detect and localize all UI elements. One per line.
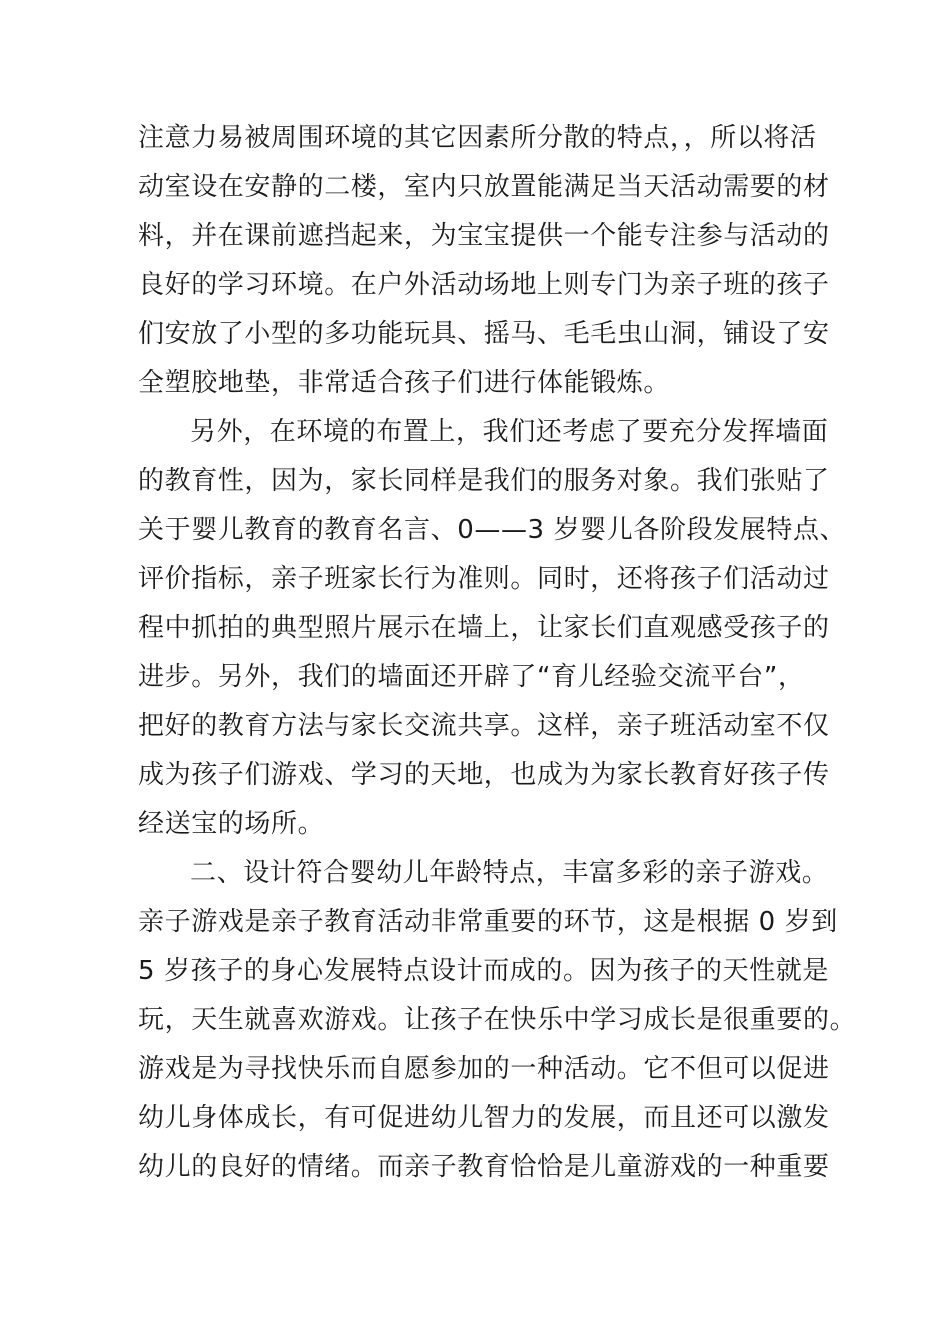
text-line: 料，并在课前遮挡起来，为宝宝提供一个能专注参与活动的	[138, 221, 830, 251]
text-line: 幼儿身体成长，有可促进幼儿智力的发展，而且还可以激发	[138, 1103, 830, 1133]
document-body	[138, 114, 857, 1192]
paragraph-start-line: 另外，在环境的布置上，我们还考虑了要充分发挥墙面	[190, 417, 829, 447]
text-line: 全塑胶地垫，非常适合孩子们进行体能锻炼。	[138, 368, 671, 398]
section-heading-line: 二、设计符合婴幼儿年龄特点，丰富多彩的亲子游戏。	[190, 858, 829, 888]
text-line: 评价指标，亲子班家长行为准则。同时，还将孩子们活动过	[138, 564, 830, 594]
text-line: 关于婴儿教育的教育名言、0——3 岁婴儿各阶段发展特点、	[138, 515, 847, 545]
text-line: 经送宝的场所。	[138, 809, 325, 839]
text-line: 动室设在安静的二楼，室内只放置能满足当天活动需要的材	[138, 172, 830, 202]
text-line: 良好的学习环境。在户外活动场地上则专门为亲子班的孩子	[138, 270, 830, 300]
text-line: 的教育性，因为，家长同样是我们的服务对象。我们张贴了	[138, 466, 830, 496]
text-line: 游戏是为寻找快乐而自愿参加的一种活动。它不但可以促进	[138, 1054, 830, 1084]
text-line: 成为孩子们游戏、学习的天地，也成为为家长教育好孩子传	[138, 760, 830, 790]
text-line: 注意力易被周围环境的其它因素所分散的特点，，所以将活	[138, 123, 817, 153]
text-line: 幼儿的良好的情绪。而亲子教育恰恰是儿童游戏的一种重要	[138, 1152, 830, 1182]
text-line: 玩，天生就喜欢游戏。让孩子在快乐中学习成长是很重要的。	[138, 1005, 857, 1035]
text-line: 进步。另外，我们的墙面还开辟了“育儿经验交流平台”，	[138, 662, 805, 692]
text-line: 程中抓拍的典型照片展示在墙上，让家长们直观感受孩子的	[138, 613, 830, 643]
text-line: 5 岁孩子的身心发展特点设计而成的。因为孩子的天性就是	[138, 956, 830, 986]
text-line: 亲子游戏是亲子教育活动非常重要的环节，这是根据 0 岁到	[138, 907, 838, 937]
text-line: 把好的教育方法与家长交流共享。这样，亲子班活动室不仅	[138, 711, 830, 741]
text-line: 们安放了小型的多功能玩具、摇马、毛毛虫山洞，铺设了安	[138, 319, 830, 349]
